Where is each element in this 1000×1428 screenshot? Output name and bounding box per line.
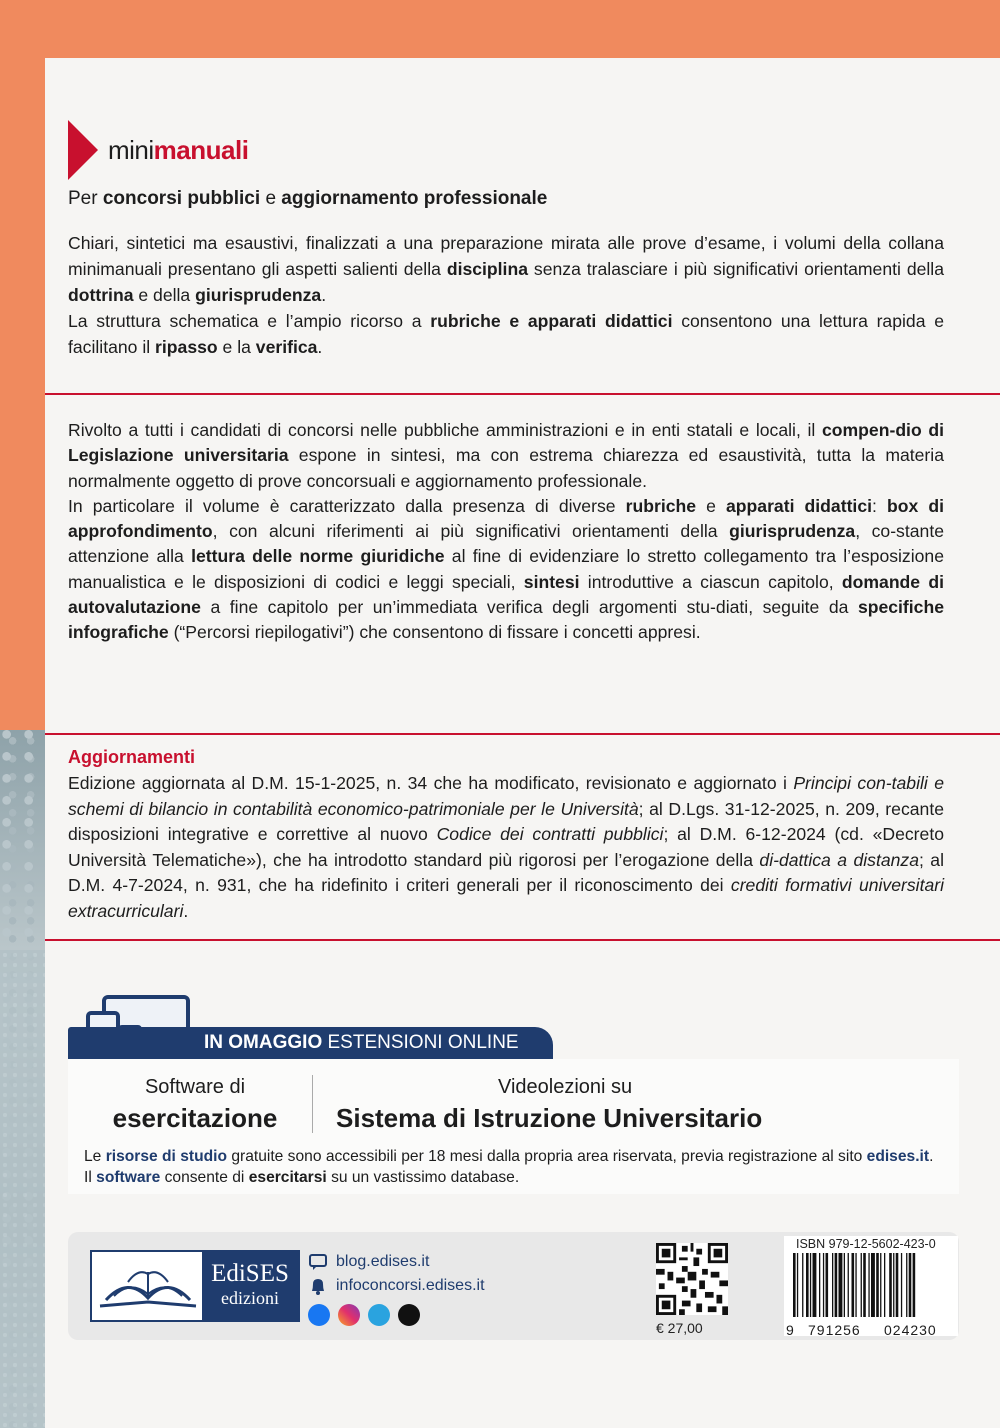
publisher-logo xyxy=(90,1250,300,1322)
decorative-pattern-bottom xyxy=(0,950,45,1428)
book-icon xyxy=(92,1252,202,1320)
instagram-icon[interactable] xyxy=(338,1304,360,1326)
logo-prefix: mini xyxy=(108,134,154,165)
blog-link[interactable]: blog.edises.it xyxy=(336,1253,430,1270)
publisher-sub: edizioni xyxy=(221,1288,279,1308)
updates-text: Edizione aggiornata al D.M. 15-1-2025, n. 34 che ha modificato, revisionato e aggiornato i Principi con-tabili e schemi di bilancio in contabilità economico-patrimoniale per le Università; al D.Lgs. 31-12-2025, n. 209, recante disposizioni integrative e correttive al nuovo Codice dei contratti pubblici; al D.M. 6-12-2024 (cd. «Decreto Università Telematiche»), che ha introdotto standard più rigorosi per l’erogazione della di-dattica a distanza; al D.M. 4-7-2024, n. 931, che ha ridefinito i criteri generali per il riconoscimento dei crediti formativi universitari extracurriculari. xyxy=(68,773,945,921)
series-description: Chiari, sintetici ma esaustivi, finalizzati a una preparazione mirata alle prove d’esame, i volumi della collana minimanuali presentano gli aspetti salienti della disciplina senza tralasciare i più significativi orientamenti della dottrina e della giurisprudenza. La struttura schematica e l’ampio ricorso a rubriche e apparati didattici consentono una lettura rapida e facilitano il ripasso e la verifica. xyxy=(68,233,944,357)
barcode xyxy=(793,1253,953,1317)
bell-icon xyxy=(308,1276,328,1296)
footer-links xyxy=(308,1250,485,1326)
software-offer: Software di esercitazione xyxy=(112,1076,278,1133)
omaggio-banner: IN OMAGGIO ESTENSIONI ONLINE xyxy=(68,1027,553,1059)
column-separator xyxy=(312,1075,313,1133)
updates-title: Aggiornamenti xyxy=(68,747,196,767)
divider xyxy=(45,733,1000,735)
publisher-name: EdiSES xyxy=(211,1260,289,1287)
play-triangle-icon xyxy=(68,120,98,180)
price: € 27,00 xyxy=(656,1320,703,1336)
series-subtitle: Per concorsi pubblici e aggiornamento professionale xyxy=(68,188,548,209)
info-link[interactable]: infoconcorsi.edises.it xyxy=(336,1277,485,1294)
book-description: Rivolto a tutti i candidati di concorsi nelle pubbliche amministrazioni e in enti statali e locali, il compen-dio di Legislazione universitaria espone in sintesi, ma con estrema chiarezza ed esaustività, tutta la materia normalmente oggetto di prove concorsuali e aggiornamento professionale. In particolare il volume è caratterizzato dalla presenza di diverse rubriche e apparati didattici: box di approfondimento, con alcuni riferimenti ai più significativi orientamenti della giurisprudenza, co-stante attenzione alla lettura delle norme giuridiche al fine di evidenziare lo stretto collegamento tra l’esposizione manualistica e le disposizioni di codici e leggi speciali, sintesi introduttive a ciascun capitolo, domande di autovalutazione a fine capitolo per un’immediata verifica degli argomenti stu-diati, seguite da specifiche infografiche (“Percorsi riepilogativi”) che consentono di fissare i concetti appresi. xyxy=(68,420,945,643)
resources-text: Le risorse di studio gratuite sono accessibili per 18 mesi dalla propria area riservata, previa registrazione al sito edises.it. Il software consente di esercitarsi su un vastissimo database. xyxy=(84,1148,934,1186)
tiktok-icon[interactable] xyxy=(398,1304,420,1326)
qr-code xyxy=(656,1243,728,1315)
chat-icon xyxy=(308,1252,328,1272)
facebook-icon[interactable] xyxy=(308,1304,330,1326)
divider xyxy=(45,939,1000,941)
divider xyxy=(45,393,1000,395)
logo-bold: manuali xyxy=(153,134,249,165)
telegram-icon[interactable] xyxy=(368,1304,390,1326)
video-offer: Videolezioni su Sistema di Istruzione Universitario xyxy=(336,1076,763,1133)
series-logo xyxy=(68,120,248,180)
isbn: ISBN 979-12-5602-423-0 xyxy=(796,1237,936,1251)
